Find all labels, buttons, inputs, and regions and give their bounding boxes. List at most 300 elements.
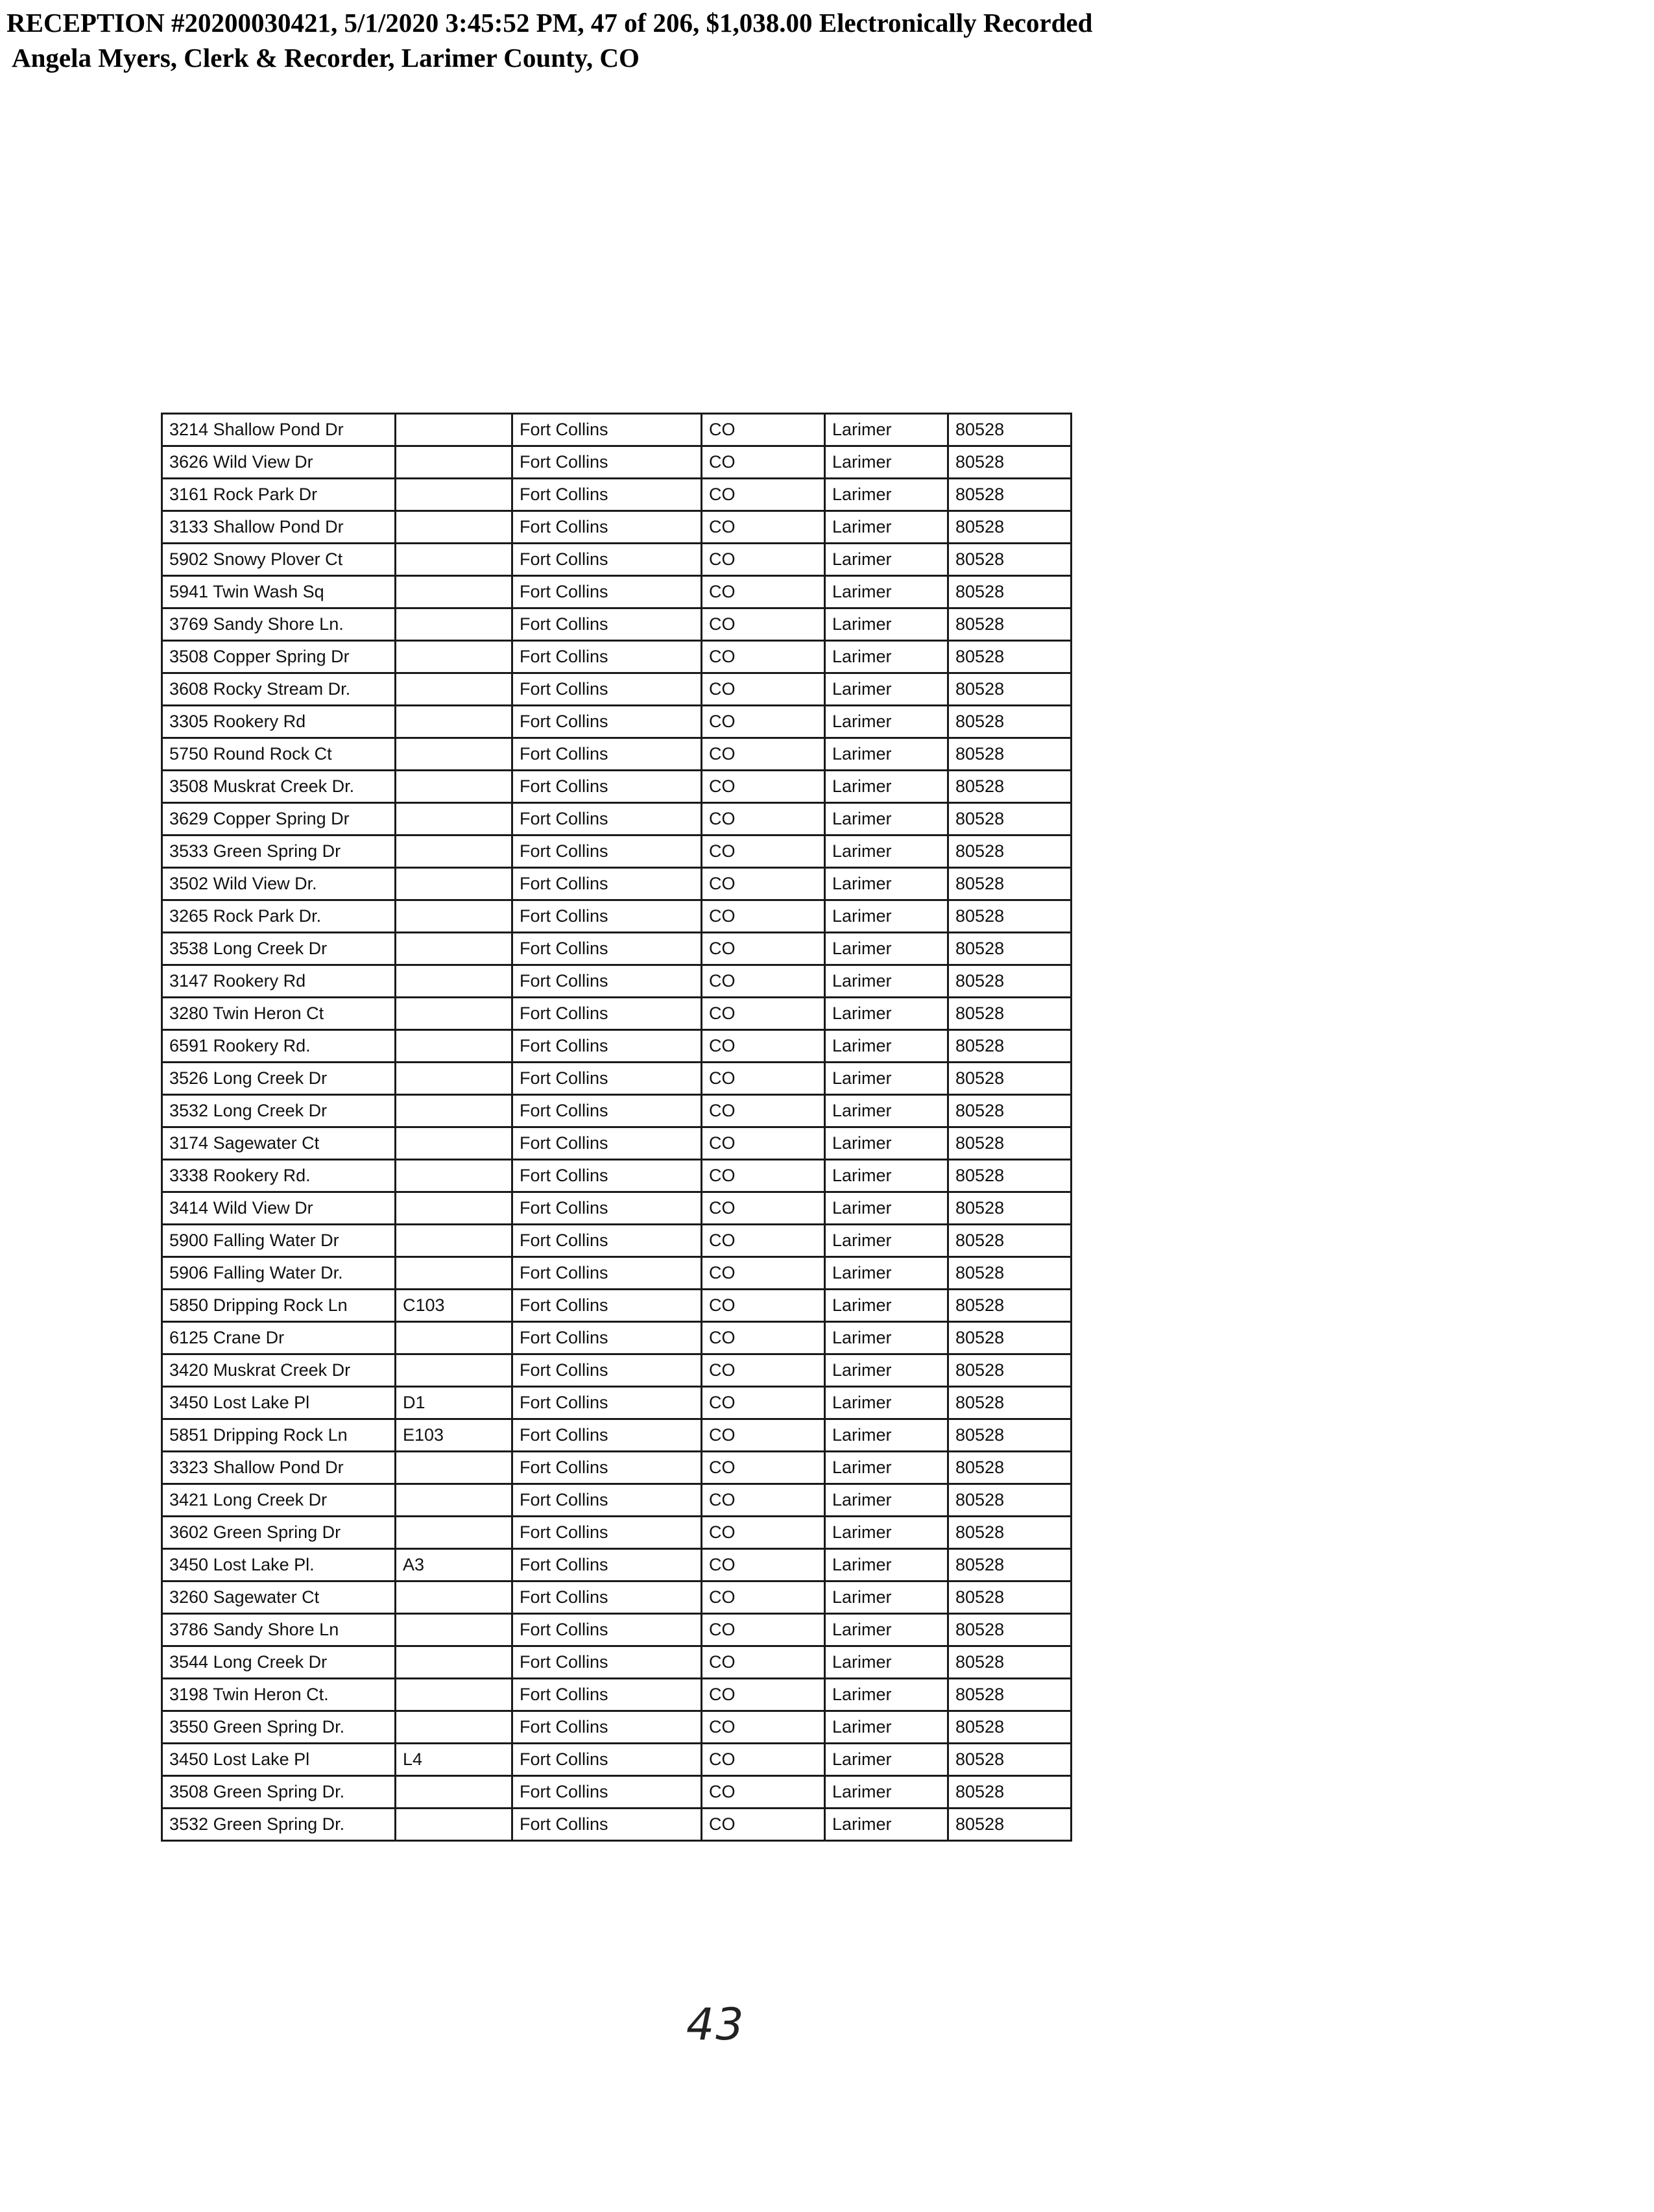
county-cell: Larimer bbox=[825, 1744, 948, 1776]
city-cell: Fort Collins bbox=[512, 900, 702, 933]
state-cell: CO bbox=[702, 1452, 825, 1484]
unit-cell bbox=[396, 1614, 512, 1646]
unit-cell bbox=[396, 1452, 512, 1484]
county-cell: Larimer bbox=[825, 1614, 948, 1646]
unit-cell bbox=[396, 933, 512, 965]
state-cell: CO bbox=[702, 1322, 825, 1354]
state-cell: CO bbox=[702, 446, 825, 479]
address-cell: 3260 Sagewater Ct bbox=[162, 1581, 396, 1614]
zip-cell: 80528 bbox=[948, 1711, 1072, 1744]
city-cell: Fort Collins bbox=[512, 1127, 702, 1160]
address-cell: 3147 Rookery Rd bbox=[162, 965, 396, 998]
table-row bbox=[162, 803, 1072, 836]
state-cell: CO bbox=[702, 511, 825, 544]
state-cell: CO bbox=[702, 1809, 825, 1841]
unit-cell bbox=[396, 479, 512, 511]
county-cell: Larimer bbox=[825, 1192, 948, 1225]
county-cell: Larimer bbox=[825, 1517, 948, 1549]
unit-cell bbox=[396, 1354, 512, 1387]
table-row bbox=[162, 998, 1072, 1030]
unit-cell bbox=[396, 1095, 512, 1127]
unit-cell bbox=[396, 771, 512, 803]
state-cell: CO bbox=[702, 1063, 825, 1095]
county-cell: Larimer bbox=[825, 1776, 948, 1809]
county-cell: Larimer bbox=[825, 1679, 948, 1711]
county-cell: Larimer bbox=[825, 446, 948, 479]
recorder-line: Angela Myers, Clerk & Recorder, Larimer County, CO bbox=[12, 43, 640, 73]
city-cell: Fort Collins bbox=[512, 1354, 702, 1387]
address-cell: 3338 Rookery Rd. bbox=[162, 1160, 396, 1192]
address-cell: 3550 Green Spring Dr. bbox=[162, 1711, 396, 1744]
address-cell: 3214 Shallow Pond Dr bbox=[162, 414, 396, 446]
table-row bbox=[162, 511, 1072, 544]
address-cell: 3502 Wild View Dr. bbox=[162, 868, 396, 900]
city-cell: Fort Collins bbox=[512, 1063, 702, 1095]
state-cell: CO bbox=[702, 1776, 825, 1809]
table-row bbox=[162, 965, 1072, 998]
unit-cell: D1 bbox=[396, 1387, 512, 1419]
city-cell: Fort Collins bbox=[512, 1614, 702, 1646]
unit-cell: E103 bbox=[396, 1419, 512, 1452]
address-cell: 3265 Rock Park Dr. bbox=[162, 900, 396, 933]
county-cell: Larimer bbox=[825, 1322, 948, 1354]
city-cell: Fort Collins bbox=[512, 998, 702, 1030]
table-row bbox=[162, 771, 1072, 803]
zip-cell: 80528 bbox=[948, 868, 1072, 900]
address-cell: 5851 Dripping Rock Ln bbox=[162, 1419, 396, 1452]
city-cell: Fort Collins bbox=[512, 608, 702, 641]
unit-cell bbox=[396, 673, 512, 706]
table-row bbox=[162, 641, 1072, 673]
county-cell: Larimer bbox=[825, 1257, 948, 1290]
zip-cell: 80528 bbox=[948, 803, 1072, 836]
state-cell: CO bbox=[702, 1160, 825, 1192]
address-cell: 3769 Sandy Shore Ln. bbox=[162, 608, 396, 641]
city-cell: Fort Collins bbox=[512, 738, 702, 771]
city-cell: Fort Collins bbox=[512, 771, 702, 803]
zip-cell: 80528 bbox=[948, 479, 1072, 511]
zip-cell: 80528 bbox=[948, 1809, 1072, 1841]
zip-cell: 80528 bbox=[948, 576, 1072, 608]
state-cell: CO bbox=[702, 1711, 825, 1744]
city-cell: Fort Collins bbox=[512, 511, 702, 544]
zip-cell: 80528 bbox=[948, 1614, 1072, 1646]
address-table bbox=[161, 413, 1072, 1842]
county-cell: Larimer bbox=[825, 1387, 948, 1419]
state-cell: CO bbox=[702, 998, 825, 1030]
address-table-body bbox=[162, 414, 1072, 1841]
table-row bbox=[162, 1225, 1072, 1257]
city-cell: Fort Collins bbox=[512, 1095, 702, 1127]
table-row bbox=[162, 673, 1072, 706]
address-cell: 3532 Long Creek Dr bbox=[162, 1095, 396, 1127]
unit-cell bbox=[396, 965, 512, 998]
address-cell: 5906 Falling Water Dr. bbox=[162, 1257, 396, 1290]
zip-cell: 80528 bbox=[948, 1290, 1072, 1322]
unit-cell bbox=[396, 900, 512, 933]
zip-cell: 80528 bbox=[948, 1063, 1072, 1095]
city-cell: Fort Collins bbox=[512, 1711, 702, 1744]
zip-cell: 80528 bbox=[948, 414, 1072, 446]
city-cell: Fort Collins bbox=[512, 1387, 702, 1419]
state-cell: CO bbox=[702, 1030, 825, 1063]
state-cell: CO bbox=[702, 1614, 825, 1646]
city-cell: Fort Collins bbox=[512, 933, 702, 965]
zip-cell: 80528 bbox=[948, 1127, 1072, 1160]
county-cell: Larimer bbox=[825, 1290, 948, 1322]
state-cell: CO bbox=[702, 608, 825, 641]
address-cell: 3626 Wild View Dr bbox=[162, 446, 396, 479]
county-cell: Larimer bbox=[825, 1646, 948, 1679]
unit-cell: A3 bbox=[396, 1549, 512, 1581]
city-cell: Fort Collins bbox=[512, 479, 702, 511]
zip-cell: 80528 bbox=[948, 673, 1072, 706]
state-cell: CO bbox=[702, 1419, 825, 1452]
zip-cell: 80528 bbox=[948, 1581, 1072, 1614]
state-cell: CO bbox=[702, 738, 825, 771]
unit-cell: C103 bbox=[396, 1290, 512, 1322]
address-cell: 5902 Snowy Plover Ct bbox=[162, 544, 396, 576]
state-cell: CO bbox=[702, 1225, 825, 1257]
address-cell: 3450 Lost Lake Pl. bbox=[162, 1549, 396, 1581]
county-cell: Larimer bbox=[825, 1160, 948, 1192]
zip-cell: 80528 bbox=[948, 900, 1072, 933]
state-cell: CO bbox=[702, 1646, 825, 1679]
address-cell: 3305 Rookery Rd bbox=[162, 706, 396, 738]
unit-cell bbox=[396, 446, 512, 479]
city-cell: Fort Collins bbox=[512, 1679, 702, 1711]
zip-cell: 80528 bbox=[948, 1452, 1072, 1484]
city-cell: Fort Collins bbox=[512, 446, 702, 479]
address-cell: 3532 Green Spring Dr. bbox=[162, 1809, 396, 1841]
zip-cell: 80528 bbox=[948, 1419, 1072, 1452]
state-cell: CO bbox=[702, 1387, 825, 1419]
state-cell: CO bbox=[702, 965, 825, 998]
unit-cell: L4 bbox=[396, 1744, 512, 1776]
state-cell: CO bbox=[702, 673, 825, 706]
zip-cell: 80528 bbox=[948, 1549, 1072, 1581]
address-cell: 3608 Rocky Stream Dr. bbox=[162, 673, 396, 706]
unit-cell bbox=[396, 414, 512, 446]
state-cell: CO bbox=[702, 1549, 825, 1581]
state-cell: CO bbox=[702, 641, 825, 673]
state-cell: CO bbox=[702, 1290, 825, 1322]
unit-cell bbox=[396, 1063, 512, 1095]
zip-cell: 80528 bbox=[948, 1160, 1072, 1192]
zip-cell: 80528 bbox=[948, 511, 1072, 544]
state-cell: CO bbox=[702, 479, 825, 511]
city-cell: Fort Collins bbox=[512, 1257, 702, 1290]
unit-cell bbox=[396, 803, 512, 836]
county-cell: Larimer bbox=[825, 900, 948, 933]
city-cell: Fort Collins bbox=[512, 1290, 702, 1322]
table-row bbox=[162, 1160, 1072, 1192]
table-row bbox=[162, 1776, 1072, 1809]
city-cell: Fort Collins bbox=[512, 1160, 702, 1192]
zip-cell: 80528 bbox=[948, 1679, 1072, 1711]
county-cell: Larimer bbox=[825, 1419, 948, 1452]
city-cell: Fort Collins bbox=[512, 1744, 702, 1776]
county-cell: Larimer bbox=[825, 544, 948, 576]
table-row bbox=[162, 1127, 1072, 1160]
state-cell: CO bbox=[702, 933, 825, 965]
table-row bbox=[162, 836, 1072, 868]
unit-cell bbox=[396, 738, 512, 771]
table-row bbox=[162, 1581, 1072, 1614]
unit-cell bbox=[396, 1127, 512, 1160]
city-cell: Fort Collins bbox=[512, 1484, 702, 1517]
unit-cell bbox=[396, 1160, 512, 1192]
table-row bbox=[162, 1257, 1072, 1290]
table-row bbox=[162, 1549, 1072, 1581]
zip-cell: 80528 bbox=[948, 1322, 1072, 1354]
address-cell: 5941 Twin Wash Sq bbox=[162, 576, 396, 608]
city-cell: Fort Collins bbox=[512, 868, 702, 900]
address-cell: 3786 Sandy Shore Ln bbox=[162, 1614, 396, 1646]
state-cell: CO bbox=[702, 544, 825, 576]
city-cell: Fort Collins bbox=[512, 1646, 702, 1679]
unit-cell bbox=[396, 1322, 512, 1354]
address-cell: 3414 Wild View Dr bbox=[162, 1192, 396, 1225]
city-cell: Fort Collins bbox=[512, 1581, 702, 1614]
zip-cell: 80528 bbox=[948, 1744, 1072, 1776]
county-cell: Larimer bbox=[825, 1127, 948, 1160]
state-cell: CO bbox=[702, 1484, 825, 1517]
unit-cell bbox=[396, 1711, 512, 1744]
zip-cell: 80528 bbox=[948, 933, 1072, 965]
zip-cell: 80528 bbox=[948, 998, 1072, 1030]
state-cell: CO bbox=[702, 900, 825, 933]
unit-cell bbox=[396, 1484, 512, 1517]
table-row bbox=[162, 1322, 1072, 1354]
zip-cell: 80528 bbox=[948, 641, 1072, 673]
county-cell: Larimer bbox=[825, 1063, 948, 1095]
address-cell: 3450 Lost Lake Pl bbox=[162, 1387, 396, 1419]
unit-cell bbox=[396, 1030, 512, 1063]
zip-cell: 80528 bbox=[948, 836, 1072, 868]
unit-cell bbox=[396, 998, 512, 1030]
city-cell: Fort Collins bbox=[512, 414, 702, 446]
table-row bbox=[162, 1744, 1072, 1776]
page-number: 43 bbox=[686, 1999, 745, 2050]
address-cell: 3629 Copper Spring Dr bbox=[162, 803, 396, 836]
city-cell: Fort Collins bbox=[512, 965, 702, 998]
city-cell: Fort Collins bbox=[512, 673, 702, 706]
table-row bbox=[162, 900, 1072, 933]
city-cell: Fort Collins bbox=[512, 1192, 702, 1225]
county-cell: Larimer bbox=[825, 933, 948, 965]
unit-cell bbox=[396, 836, 512, 868]
zip-cell: 80528 bbox=[948, 1387, 1072, 1419]
state-cell: CO bbox=[702, 836, 825, 868]
table-row bbox=[162, 576, 1072, 608]
county-cell: Larimer bbox=[825, 1225, 948, 1257]
state-cell: CO bbox=[702, 1517, 825, 1549]
unit-cell bbox=[396, 1192, 512, 1225]
table-row bbox=[162, 1517, 1072, 1549]
table-row bbox=[162, 738, 1072, 771]
city-cell: Fort Collins bbox=[512, 803, 702, 836]
address-cell: 3421 Long Creek Dr bbox=[162, 1484, 396, 1517]
county-cell: Larimer bbox=[825, 771, 948, 803]
address-cell: 3323 Shallow Pond Dr bbox=[162, 1452, 396, 1484]
address-cell: 3133 Shallow Pond Dr bbox=[162, 511, 396, 544]
county-cell: Larimer bbox=[825, 1452, 948, 1484]
zip-cell: 80528 bbox=[948, 1257, 1072, 1290]
table-row bbox=[162, 544, 1072, 576]
zip-cell: 80528 bbox=[948, 771, 1072, 803]
city-cell: Fort Collins bbox=[512, 1776, 702, 1809]
address-cell: 3508 Copper Spring Dr bbox=[162, 641, 396, 673]
city-cell: Fort Collins bbox=[512, 1549, 702, 1581]
state-cell: CO bbox=[702, 868, 825, 900]
table-row bbox=[162, 1809, 1072, 1841]
table-row bbox=[162, 414, 1072, 446]
city-cell: Fort Collins bbox=[512, 1419, 702, 1452]
address-cell: 5750 Round Rock Ct bbox=[162, 738, 396, 771]
unit-cell bbox=[396, 1257, 512, 1290]
address-cell: 5900 Falling Water Dr bbox=[162, 1225, 396, 1257]
table-row bbox=[162, 1030, 1072, 1063]
county-cell: Larimer bbox=[825, 1484, 948, 1517]
reception-line: RECEPTION #20200030421, 5/1/2020 3:45:52 PM, 47 of 206, $1,038.00 Electronically Recorded bbox=[6, 8, 1093, 38]
address-cell: 3508 Muskrat Creek Dr. bbox=[162, 771, 396, 803]
county-cell: Larimer bbox=[825, 673, 948, 706]
recording-header bbox=[6, 5, 1628, 75]
table-row bbox=[162, 1354, 1072, 1387]
address-cell: 5850 Dripping Rock Ln bbox=[162, 1290, 396, 1322]
zip-cell: 80528 bbox=[948, 965, 1072, 998]
county-cell: Larimer bbox=[825, 1711, 948, 1744]
address-cell: 3161 Rock Park Dr bbox=[162, 479, 396, 511]
state-cell: CO bbox=[702, 414, 825, 446]
table-row bbox=[162, 1484, 1072, 1517]
zip-cell: 80528 bbox=[948, 1646, 1072, 1679]
table-row bbox=[162, 1711, 1072, 1744]
unit-cell bbox=[396, 706, 512, 738]
unit-cell bbox=[396, 608, 512, 641]
table-row bbox=[162, 446, 1072, 479]
table-row bbox=[162, 868, 1072, 900]
table-row bbox=[162, 479, 1072, 511]
city-cell: Fort Collins bbox=[512, 1452, 702, 1484]
city-cell: Fort Collins bbox=[512, 576, 702, 608]
address-cell: 3198 Twin Heron Ct. bbox=[162, 1679, 396, 1711]
address-cell: 3602 Green Spring Dr bbox=[162, 1517, 396, 1549]
county-cell: Larimer bbox=[825, 479, 948, 511]
county-cell: Larimer bbox=[825, 1549, 948, 1581]
state-cell: CO bbox=[702, 1744, 825, 1776]
address-cell: 3280 Twin Heron Ct bbox=[162, 998, 396, 1030]
zip-cell: 80528 bbox=[948, 1484, 1072, 1517]
table-row bbox=[162, 1679, 1072, 1711]
address-cell: 3544 Long Creek Dr bbox=[162, 1646, 396, 1679]
state-cell: CO bbox=[702, 1581, 825, 1614]
address-cell: 3538 Long Creek Dr bbox=[162, 933, 396, 965]
county-cell: Larimer bbox=[825, 706, 948, 738]
city-cell: Fort Collins bbox=[512, 1517, 702, 1549]
address-cell: 3508 Green Spring Dr. bbox=[162, 1776, 396, 1809]
county-cell: Larimer bbox=[825, 641, 948, 673]
city-cell: Fort Collins bbox=[512, 836, 702, 868]
unit-cell bbox=[396, 1581, 512, 1614]
county-cell: Larimer bbox=[825, 1354, 948, 1387]
state-cell: CO bbox=[702, 1192, 825, 1225]
table-row bbox=[162, 1614, 1072, 1646]
state-cell: CO bbox=[702, 1127, 825, 1160]
table-row bbox=[162, 933, 1072, 965]
unit-cell bbox=[396, 1225, 512, 1257]
county-cell: Larimer bbox=[825, 803, 948, 836]
zip-cell: 80528 bbox=[948, 446, 1072, 479]
county-cell: Larimer bbox=[825, 511, 948, 544]
state-cell: CO bbox=[702, 1257, 825, 1290]
unit-cell bbox=[396, 511, 512, 544]
address-cell: 3526 Long Creek Dr bbox=[162, 1063, 396, 1095]
county-cell: Larimer bbox=[825, 1809, 948, 1841]
address-cell: 3420 Muskrat Creek Dr bbox=[162, 1354, 396, 1387]
city-cell: Fort Collins bbox=[512, 1322, 702, 1354]
zip-cell: 80528 bbox=[948, 1354, 1072, 1387]
table-row bbox=[162, 1452, 1072, 1484]
zip-cell: 80528 bbox=[948, 1095, 1072, 1127]
state-cell: CO bbox=[702, 771, 825, 803]
table-row bbox=[162, 608, 1072, 641]
table-row bbox=[162, 706, 1072, 738]
table-row bbox=[162, 1290, 1072, 1322]
city-cell: Fort Collins bbox=[512, 1809, 702, 1841]
zip-cell: 80528 bbox=[948, 1030, 1072, 1063]
state-cell: CO bbox=[702, 1354, 825, 1387]
zip-cell: 80528 bbox=[948, 706, 1072, 738]
address-cell: 3450 Lost Lake Pl bbox=[162, 1744, 396, 1776]
unit-cell bbox=[396, 641, 512, 673]
city-cell: Fort Collins bbox=[512, 641, 702, 673]
unit-cell bbox=[396, 868, 512, 900]
address-cell: 3533 Green Spring Dr bbox=[162, 836, 396, 868]
zip-cell: 80528 bbox=[948, 608, 1072, 641]
county-cell: Larimer bbox=[825, 608, 948, 641]
zip-cell: 80528 bbox=[948, 544, 1072, 576]
county-cell: Larimer bbox=[825, 738, 948, 771]
unit-cell bbox=[396, 1679, 512, 1711]
table-row bbox=[162, 1419, 1072, 1452]
zip-cell: 80528 bbox=[948, 1225, 1072, 1257]
zip-cell: 80528 bbox=[948, 738, 1072, 771]
city-cell: Fort Collins bbox=[512, 706, 702, 738]
city-cell: Fort Collins bbox=[512, 1030, 702, 1063]
zip-cell: 80528 bbox=[948, 1776, 1072, 1809]
zip-cell: 80528 bbox=[948, 1517, 1072, 1549]
county-cell: Larimer bbox=[825, 1581, 948, 1614]
state-cell: CO bbox=[702, 1679, 825, 1711]
county-cell: Larimer bbox=[825, 1030, 948, 1063]
county-cell: Larimer bbox=[825, 965, 948, 998]
state-cell: CO bbox=[702, 803, 825, 836]
county-cell: Larimer bbox=[825, 1095, 948, 1127]
city-cell: Fort Collins bbox=[512, 544, 702, 576]
state-cell: CO bbox=[702, 706, 825, 738]
address-cell: 6591 Rookery Rd. bbox=[162, 1030, 396, 1063]
unit-cell bbox=[396, 576, 512, 608]
state-cell: CO bbox=[702, 1095, 825, 1127]
unit-cell bbox=[396, 1809, 512, 1841]
state-cell: CO bbox=[702, 576, 825, 608]
county-cell: Larimer bbox=[825, 998, 948, 1030]
table-row bbox=[162, 1646, 1072, 1679]
county-cell: Larimer bbox=[825, 868, 948, 900]
zip-cell: 80528 bbox=[948, 1192, 1072, 1225]
